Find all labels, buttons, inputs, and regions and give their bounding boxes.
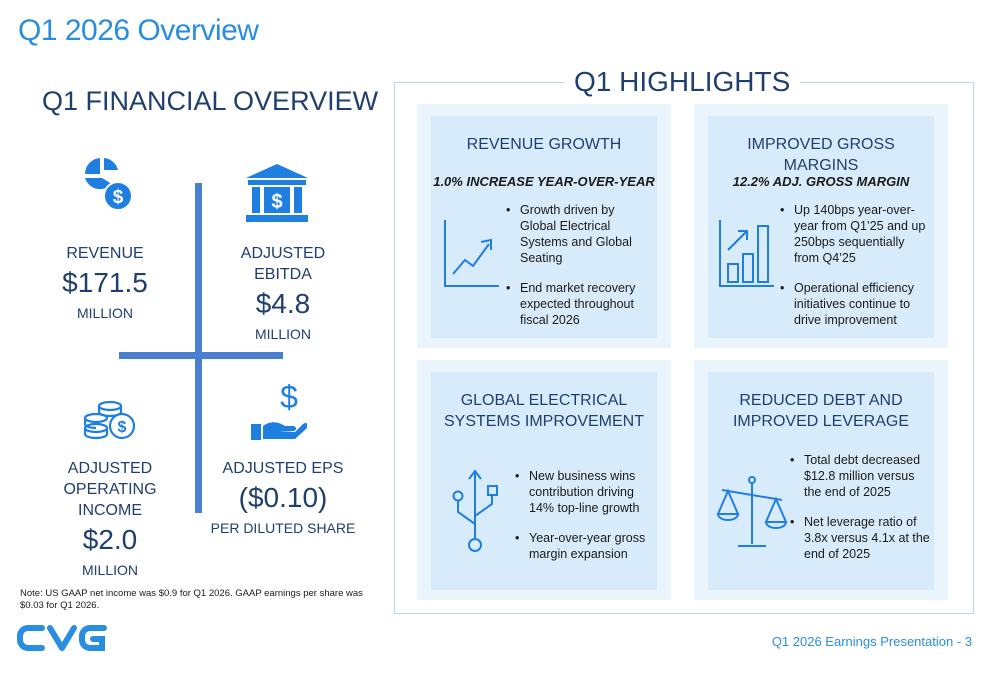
highlight-card-electrical [417, 360, 671, 600]
ebitda-metric [213, 243, 353, 343]
revenue-unit: MILLION [76, 305, 133, 321]
ebitda-label: ADJUSTED EBITDA [240, 245, 326, 283]
card-inner [431, 372, 657, 590]
card-inner [708, 372, 934, 590]
eps-label: ADJUSTED EPS [222, 460, 344, 477]
hand-dollar-icon [249, 378, 307, 444]
card-title-line1: GLOBAL ELECTRICAL [460, 392, 628, 409]
cvg-logo [16, 624, 108, 652]
bullet: • Net leverage ratio of 3.8x versus 4.1x at the end of 2025 [790, 514, 930, 562]
eps-metric [208, 458, 358, 537]
card-title-line2: SYSTEMS IMPROVEMENT [443, 413, 645, 430]
card-subtitle: 12.2% ADJ. GROSS MARGIN [732, 174, 910, 189]
ebitda-unit: MILLION [254, 326, 311, 342]
revenue-metric [40, 243, 170, 322]
financial-overview-title: Q1 FINANCIAL OVERVIEW [42, 86, 379, 116]
footnote: Note: US GAAP net income was $0.9 for Q1 2026. GAAP earnings per share was $0.03 for Q1 2026. [20, 588, 363, 611]
card-inner [708, 116, 934, 338]
card-bullets [780, 202, 928, 342]
card-inner [431, 116, 657, 338]
bullet: • Total debt decreased $12.8 million versus the end of 2025 [790, 452, 930, 500]
card-title-line1: REDUCED DEBT AND [739, 392, 903, 409]
card-bullets [506, 202, 651, 342]
svg-text:$: $ [271, 191, 283, 213]
bullet: • Up 140bps year-over-year from Q1’25 and up 250bps sequentially from Q4’25 [780, 202, 928, 266]
eps-unit: PER DILUTED SHARE [210, 520, 356, 536]
highlight-card-margins [694, 104, 948, 348]
card-bullets [790, 452, 930, 576]
highlights-title-wrap [564, 66, 800, 98]
operating-income-label-line2: OPERATING INCOME [63, 481, 157, 519]
operating-income-value: $2.0 [82, 524, 138, 555]
operating-income-metric [30, 458, 190, 579]
card-title: REVENUE GROWTH [466, 136, 622, 153]
svg-text:$: $ [112, 187, 124, 208]
bullet: • Growth driven by Global Electrical Systems and Global Seating [506, 202, 651, 266]
operating-income-unit: MILLION [81, 562, 138, 578]
footer-label: Q1 2026 Earnings Presentation - 3 [771, 634, 972, 649]
bullet: • Operational efficiency initiatives continue to drive improvement [780, 280, 928, 328]
bullet: • End market recovery expected throughout fiscal 2026 [506, 280, 651, 328]
operating-income-label-line1: ADJUSTED [67, 460, 153, 477]
card-bullets [515, 468, 649, 576]
quadrant-divider-vertical [195, 183, 202, 513]
quadrant-divider-horizontal [119, 352, 283, 359]
bullet: • Year-over-year gross margin expansion [515, 530, 649, 562]
revenue-label: REVENUE [66, 245, 144, 262]
revenue-value: $171.5 [62, 267, 148, 298]
ebitda-value: $4.8 [255, 288, 311, 319]
eps-value: ($0.10) [238, 482, 328, 513]
svg-text:$: $ [280, 379, 298, 415]
card-subtitle: 1.0% INCREASE YEAR-OVER-YEAR [433, 174, 655, 189]
highlight-card-leverage [694, 360, 948, 600]
bank-dollar-icon [244, 162, 310, 224]
highlights-title: Q1 HIGHLIGHTS [574, 66, 791, 97]
pie-dollar-icon [82, 156, 132, 212]
coins-dollar-icon [80, 396, 138, 442]
svg-text:$: $ [117, 419, 127, 436]
card-title-line2: IMPROVED LEVERAGE [732, 413, 910, 430]
scale-icon [714, 472, 790, 552]
usb-icon [449, 468, 501, 554]
trend-line-icon [441, 216, 501, 290]
card-title: IMPROVED GROSS MARGINS [747, 136, 895, 174]
bullet: • New business wins contribution driving 14% top-line growth [515, 468, 649, 516]
highlight-card-revenue [417, 104, 671, 348]
bar-chart-icon [716, 216, 776, 290]
page-title: Q1 2026 Overview [18, 14, 259, 47]
